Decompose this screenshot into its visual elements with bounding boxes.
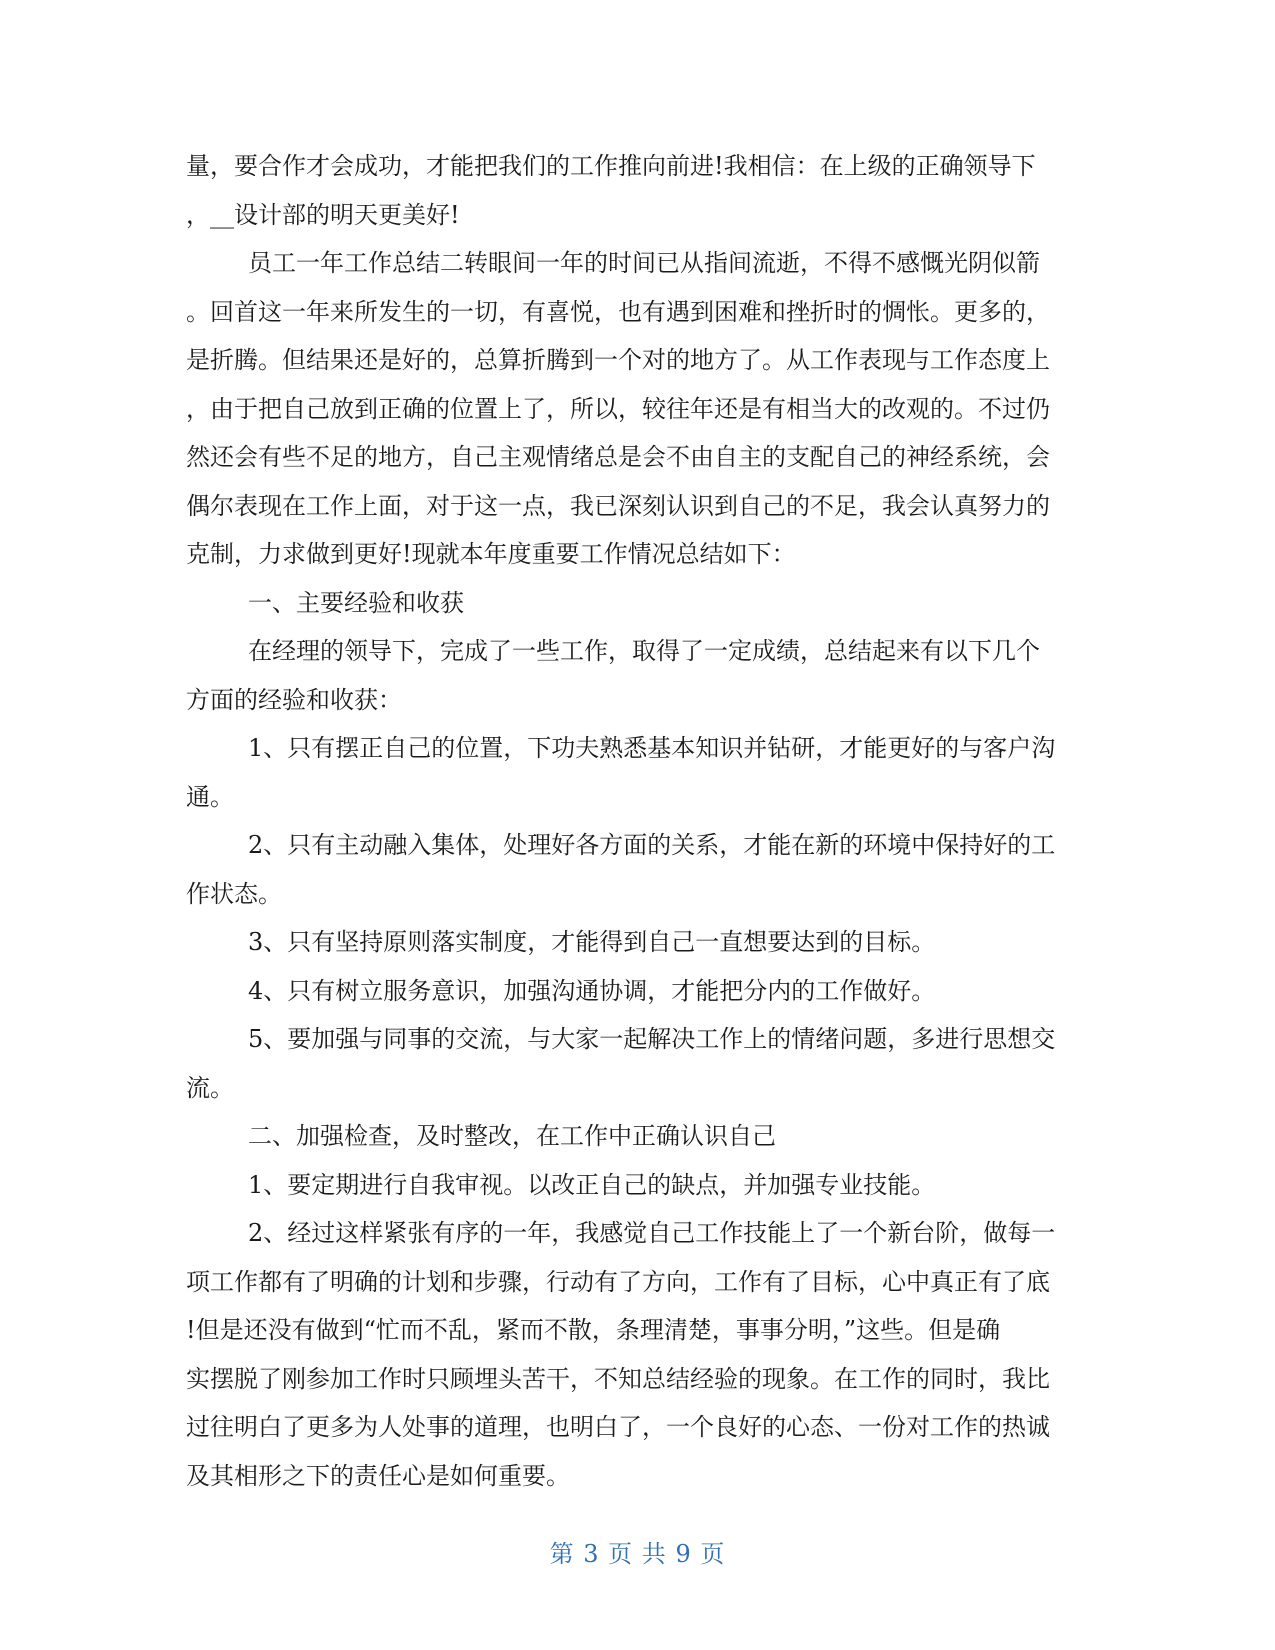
text-line: 2、经过这样紧张有序的一年，我感觉自己工作技能上了一个新台阶，做每一	[248, 1219, 1056, 1247]
text-line: 作状态。	[186, 879, 282, 908]
text-line: 方面的经验和收获：	[186, 685, 402, 714]
text-line: 二、加强检查，及时整改，在工作中正确认识自己	[248, 1122, 776, 1150]
text-line: ，由于把自己放到正确的位置上了，所以，较往年还是有相当大的改观的。不过仍	[186, 394, 1050, 423]
text-line: 一、主要经验和收获	[248, 588, 464, 617]
text-line: 量，要合作才会成功，才能把我们的工作推向前进!我相信：在上级的正确领导下	[186, 152, 1036, 180]
text-line: ，__设计部的明天更美好!	[186, 200, 460, 229]
text-line: 。回首这一年来所发生的一切，有喜悦，也有遇到困难和挫折时的惆怅。更多的，	[186, 297, 1050, 326]
text-line: 及其相形之下的责任心是如何重要。	[186, 1461, 570, 1490]
text-line: 实摆脱了刚参加工作时只顾埋头苦干，不知总结经验的现象。在工作的同时，我比	[186, 1364, 1050, 1393]
document-body	[186, 142, 1088, 1500]
text-line: 在经理的领导下，完成了一些工作，取得了一定成绩，总结起来有以下几个	[248, 637, 1040, 665]
text-line: 通。	[186, 782, 234, 811]
text-line: 员工一年工作总结二转眼间一年的时间已从指间流逝，不得不感慨光阴似箭	[248, 249, 1040, 277]
text-line: 项工作都有了明确的计划和步骤，行动有了方向，工作有了目标，心中真正有了底	[186, 1267, 1050, 1296]
text-line: 2、只有主动融入集体，处理好各方面的关系，才能在新的环境中保持好的工	[248, 831, 1056, 859]
text-line: 4、只有树立服务意识，加强沟通协调，才能把分内的工作做好。	[248, 976, 936, 1005]
text-line: !但是还没有做到“忙而不乱，紧而不散，条理清楚，事事分明，”这些。但是确	[186, 1316, 1001, 1344]
text-line: 是折腾。但结果还是好的，总算折腾到一个对的地方了。从工作表现与工作态度上	[186, 346, 1050, 374]
text-line: 5、要加强与同事的交流，与大家一起解决工作上的情绪问题，多进行思想交	[248, 1025, 1056, 1053]
page-number-footer: 第 3 页 共 9 页	[549, 1540, 726, 1568]
text-line: 1、只有摆正自己的位置，下功夫熟悉基本知识并钻研，才能更好的与客户沟	[248, 734, 1056, 762]
text-line: 然还会有些不足的地方，自己主观情绪总是会不由自主的支配自己的神经系统，会	[186, 443, 1050, 471]
text-line: 偶尔表现在工作上面，对于这一点，我已深刻认识到自己的不足，我会认真努力的	[186, 491, 1050, 520]
text-line: 过往明白了更多为人处事的道理，也明白了，一个良好的心态、一份对工作的热诚	[186, 1413, 1050, 1441]
text-line: 流。	[186, 1073, 234, 1102]
text-line: 1、要定期进行自我审视。以改正自己的缺点，并加强专业技能。	[248, 1170, 936, 1199]
text-line: 克制，力求做到更好!现就本年度重要工作情况总结如下：	[186, 540, 796, 568]
text-line: 3、只有坚持原则落实制度，才能得到自己一直想要达到的目标。	[248, 928, 936, 956]
